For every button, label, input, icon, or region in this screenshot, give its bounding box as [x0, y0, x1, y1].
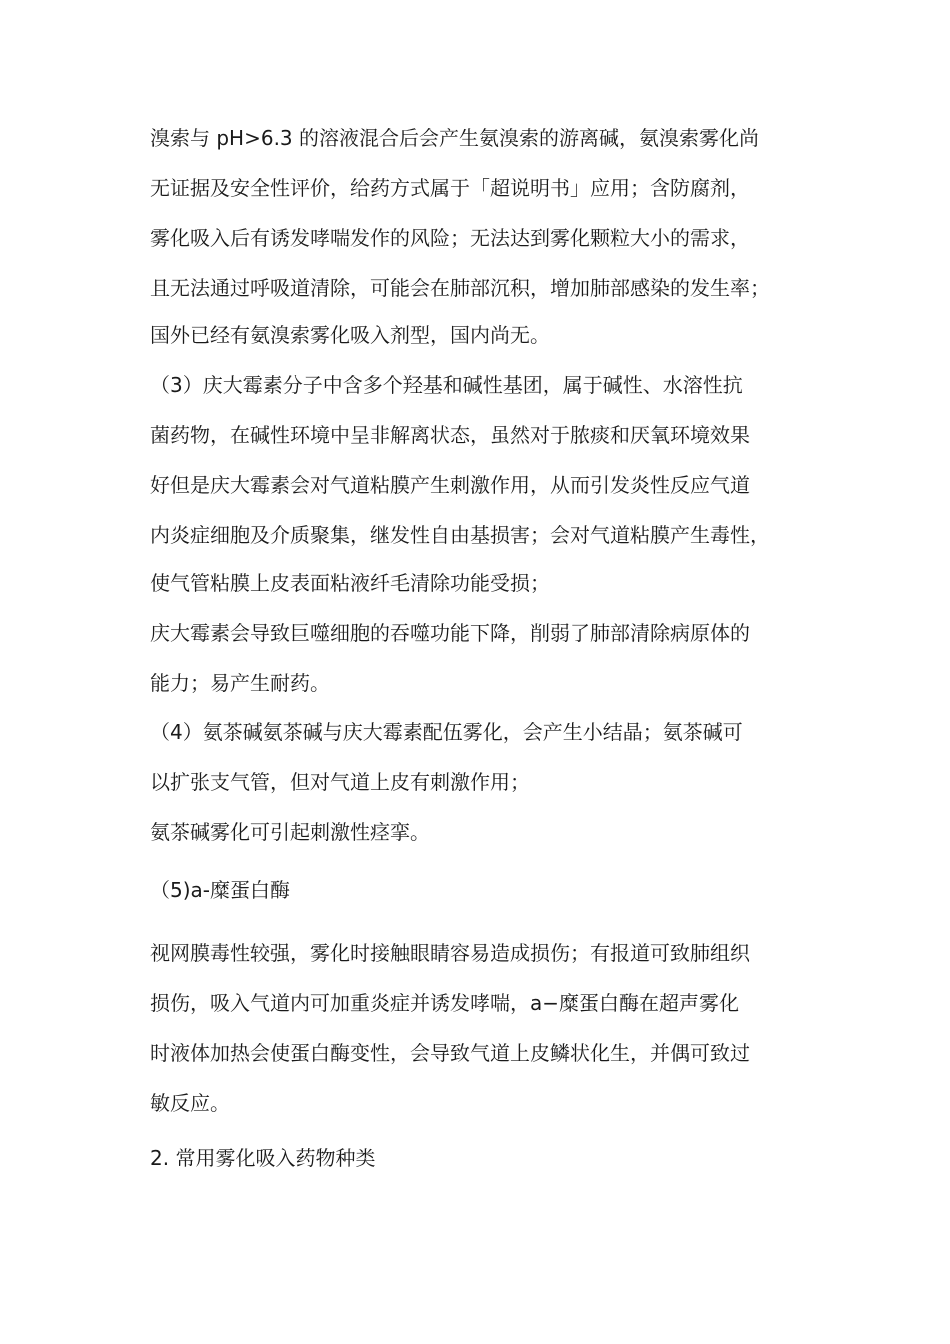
paragraph-line-14: 以扩张支气管，但对气道上皮有刺激作用； — [150, 770, 530, 794]
paragraph-line-7: 菌药物，在碱性环境中呈非解离状态，虽然对于脓痰和厌氧环境效果 — [150, 423, 750, 447]
paragraph-line-11: 庆大霉素会导致巨噬细胞的吞噬功能下降，削弱了肺部清除病原体的 — [150, 621, 750, 645]
paragraph-line-18: 损伤，吸入气道内可加重炎症并诱发哮喘，a−糜蛋白酶在超声雾化 — [150, 991, 740, 1015]
paragraph-line-10: 使气管粘膜上皮表面粘液纤毛清除功能受损； — [150, 571, 550, 595]
paragraph-line-3: 雾化吸入后有诱发哮喘发作的风险；无法达到雾化颗粒大小的需求， — [150, 226, 750, 250]
paragraph-line-5: 国外已经有氨溴索雾化吸入剂型，国内尚无。 — [150, 323, 550, 347]
subheading-line: （5)a-糜蛋白酶 — [150, 878, 290, 902]
paragraph-line-17: 视网膜毒性较强，雾化时接触眼睛容易造成损伤；有报道可致肺组织 — [150, 941, 750, 965]
paragraph-line-15: 氨茶碱雾化可引起刺激性痉挛。 — [150, 820, 430, 844]
paragraph-line-13: （4）氨茶碱氨茶碱与庆大霉素配伍雾化，会产生小结晶；氨茶碱可 — [150, 720, 743, 744]
paragraph-line-20: 敏反应。 — [150, 1091, 230, 1115]
section-heading: 2. 常用雾化吸入药物种类 — [150, 1146, 376, 1170]
paragraph-line-4: 且无法通过呼吸道清除，可能会在肺部沉积，增加肺部感染的发生率； — [150, 276, 770, 300]
paragraph-line-6: （3）庆大霉素分子中含多个羟基和碱性基团，属于碱性、水溶性抗 — [150, 373, 743, 397]
paragraph-line-8: 好但是庆大霉素会对气道粘膜产生刺激作用，从而引发炎性反应气道 — [150, 473, 750, 497]
paragraph-line-9: 内炎症细胞及介质聚集，继发性自由基损害；会对气道粘膜产生毒性， — [150, 523, 770, 547]
paragraph-line-2: 无证据及安全性评价，给药方式属于「超说明书」应用；含防腐剂， — [150, 176, 750, 200]
paragraph-line-1: 溴索与 pH>6.3 的溶液混合后会产生氨溴索的游离碱，氨溴索雾化尚 — [150, 126, 760, 150]
paragraph-line-12: 能力；易产生耐药。 — [150, 671, 330, 695]
paragraph-line-19: 时液体加热会使蛋白酶变性，会导致气道上皮鳞状化生，并偶可致过 — [150, 1041, 750, 1065]
